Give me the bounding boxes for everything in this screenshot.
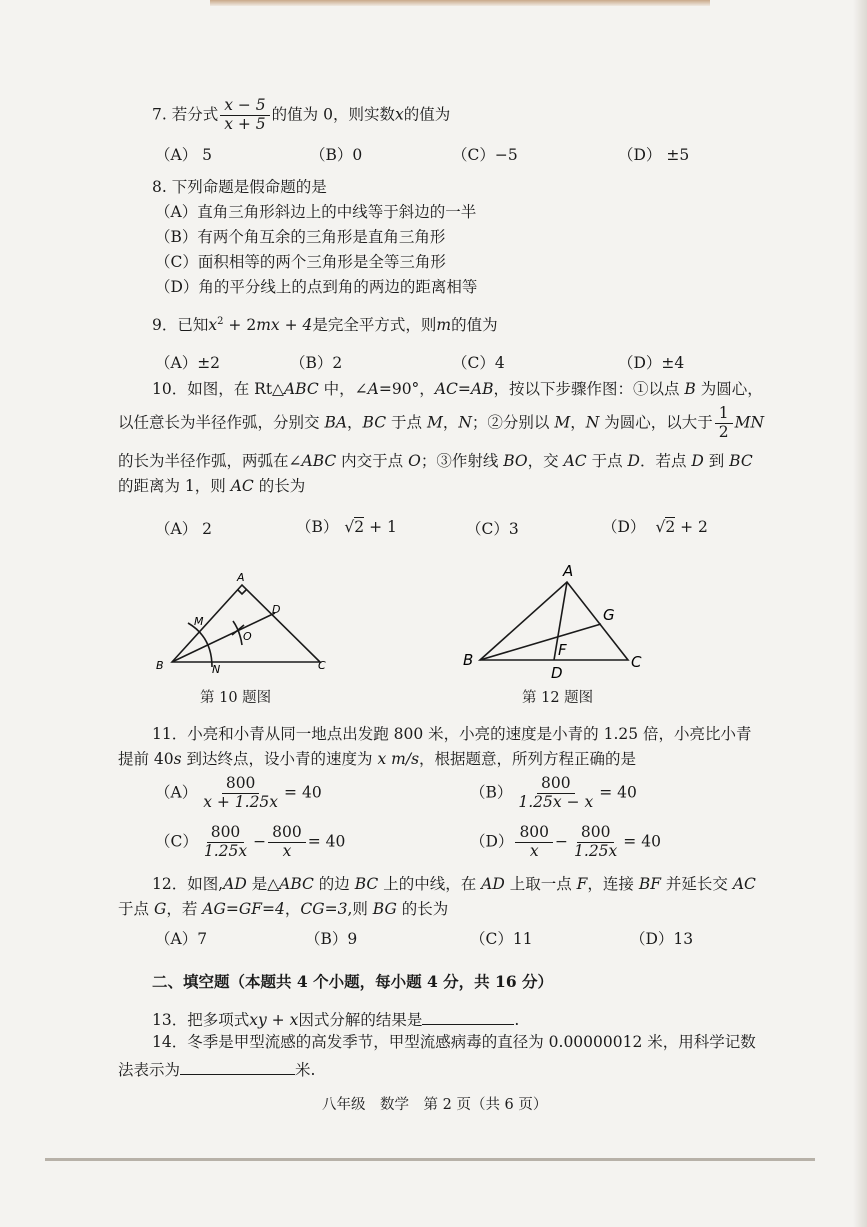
question-14-line-1: 14．冬季是甲型流感的高发季节，甲型流感病毒的直径为 0.00000012 米，用科学记数 [152,1033,756,1051]
q10-option-a: （A） 2 [155,520,212,538]
fig10-label-a: A [237,571,245,584]
q10-option-b: （B） √2 + 1 [296,518,397,536]
q12-option-b: （B）9 [305,930,358,948]
question-12-line-1: 12．如图,AD 是△ABC 的边 BC 上的中线，在 AD 上取一点 F，连接 BF 并延长交 AC [152,875,756,893]
q7-option-c: （C）−5 [452,146,518,164]
q10-option-c: （C）3 [466,520,519,538]
fig10-ray-bo [172,613,275,662]
q11-option-c: （C） $\frac{800}{1.25x}$ − $\frac{800}{x}$ = 40 [155,823,346,860]
page-footer: 八年级 数学 第 2 页（共 6 页） [322,1097,548,1113]
fig12-label-g: G [603,606,615,624]
figure-10-diagram [140,565,350,685]
fig12-label-d: D [551,664,563,682]
figure-12-diagram [455,560,665,685]
question-10-line-1: 10．如图，在 Rt△ABC 中，∠A=90°，AC=AB，按以下步骤作图：①以点 B 为圆心， [152,380,763,398]
q7-option-d: （D） ±5 [618,146,690,164]
fig10-label-b: B [156,659,164,672]
fig10-label-o: O [243,630,252,643]
scan-edge-right [853,0,867,1227]
fig10-right-angle-mark [238,590,246,594]
q9-option-c: （C）4 [452,354,505,372]
q8-option-d: （D）角的平分线上的点到角的两边的距离相等 [155,278,478,296]
q7-option-b: （B）0 [310,146,363,164]
q9-option-d: （D）±4 [618,354,685,372]
figure-10-caption: 第 10 题图 [200,690,272,706]
q12-option-a: （A）7 [155,930,208,948]
q7-fraction-numerator: x − 5 [220,97,269,116]
question-10-line-2: 以任意长为半径作弧，分别交 BA，BC 于点 M，N；②分别以 M，N 为圆心，以大于 $\frac{1}{2}$ MN [118,404,765,441]
question-9-stem: 9．已知$x^2 + 2mx + 4$是完全平方式，则m的值为 [152,316,498,335]
q7-fraction-denominator: x + 5 [224,114,266,133]
scan-edge-bottom [45,1158,815,1161]
q12-option-d: （D）13 [630,930,694,948]
fig10-label-c: C [318,659,326,672]
fig10-label-d: D [272,603,281,616]
q8-option-b: （B）有两个角互余的三角形是直角三角形 [155,228,446,246]
fig12-label-a: A [563,562,574,580]
q7-option-a: （A） 5 [155,146,212,164]
fig12-label-f: F [558,641,567,659]
fig10-label-m: M [194,615,204,628]
question-10-line-4: 的距离为 1，则 AC 的长为 [118,477,306,495]
section-2-heading: 二、填空题（本题共 4 个小题，每小题 4 分，共 16 分） [152,972,554,991]
question-11-line-2: 提前 40s 到达终点，设小青的速度为 x m/s，根据题意，所列方程正确的是 [118,750,637,768]
fig12-segment-bg [480,624,601,660]
question-12-line-2: 于点 G，若 AG=GF=4，CG=3,则 BG 的长为 [118,900,449,918]
question-7-stem: 7. 若分式 $\frac{x - 5}{x + 5}$ 的值为 0，则实数x的值为 [152,96,451,133]
q9-option-a: （A）±2 [155,354,221,372]
fig12-label-c: C [631,653,642,671]
question-14-line-2: 法表示为 米. [118,1058,315,1080]
fig10-label-n: N [212,663,221,676]
fig10-arc-mn [188,623,212,667]
question-10-line-3: 的长为半径作弧，两弧在∠ABC 内交于点 O；③作射线 BO，交 AC 于点 D．若点 D 到 BC [118,452,753,470]
q13-answer-blank[interactable] [422,1008,514,1025]
q14-answer-blank[interactable] [180,1058,295,1075]
q9-option-b: （B）2 [290,354,343,372]
q12-option-c: （C）11 [470,930,533,948]
q10-option-d: （D） √2 + 2 [602,518,708,536]
question-13: 13．把多项式xy + x因式分解的结果是 . [152,1008,519,1030]
figure-12-caption: 第 12 题图 [522,690,594,706]
q8-option-c: （C）面积相等的两个三角形是全等三角形 [155,253,446,271]
question-11-line-1: 11．小亮和小青从同一地点出发跑 800 米，小亮的速度是小青的 1.25 倍，小亮比小青 [152,725,752,743]
question-8-stem: 8. 下列命题是假命题的是 [152,178,327,196]
q11-option-a: （A） $\frac{800}{x + 1.25x}$ = 40 [155,774,322,811]
q11-option-b: （B） $\frac{800}{1.25x - x}$ = 40 [470,774,637,811]
q11-option-d: （D） $\frac{800}{x}$ − $\frac{800}{1.25x}$ = 40 [470,823,661,860]
q8-option-a: （A）直角三角形斜边上的中线等于斜边的一半 [155,203,477,221]
fig12-label-b: B [463,651,474,669]
scan-edge-top [210,0,710,6]
